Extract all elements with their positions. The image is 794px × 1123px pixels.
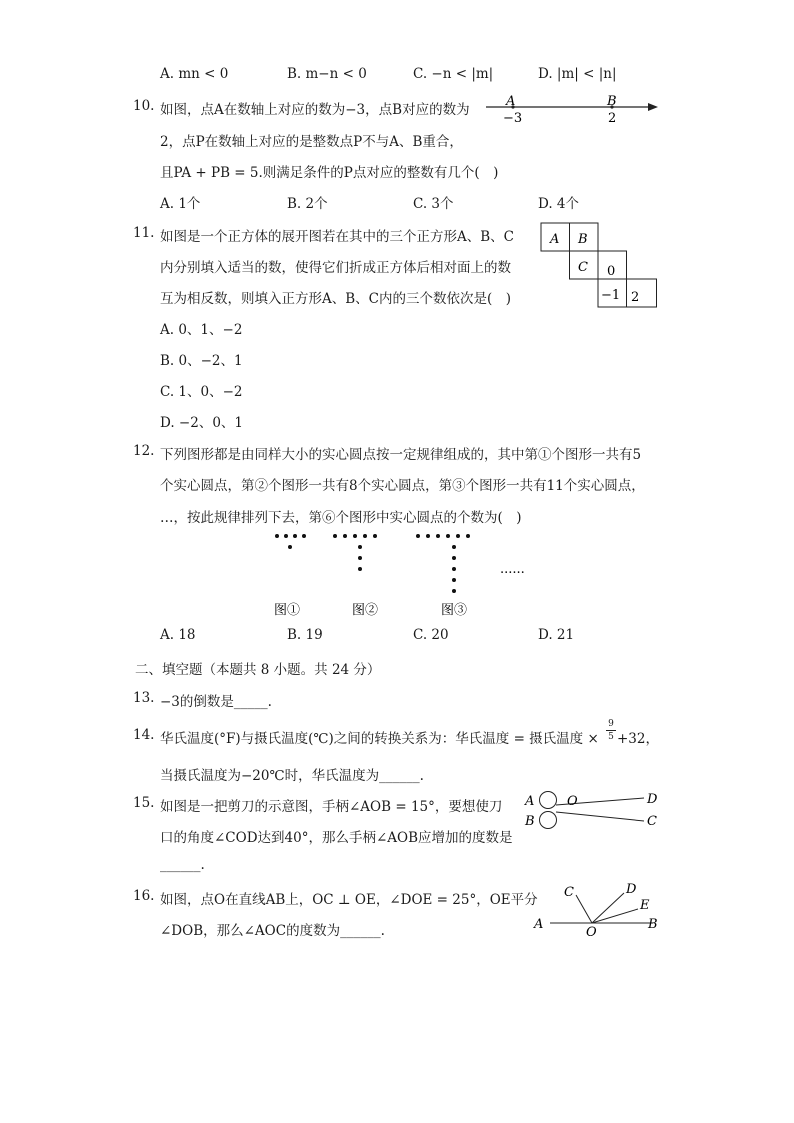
q16-label-o: O — [586, 925, 597, 940]
q16-angle-figure — [528, 878, 668, 940]
q9-option-a: A. mn < 0 — [160, 66, 229, 82]
q11-cell-2: 2 — [631, 290, 640, 305]
q16-line1: 如图，点O在直线AB上，OC ⊥ OE，∠DOE = 25°，OE平分 — [160, 892, 538, 908]
q12-caption-3: 图③ — [441, 603, 468, 618]
q10-value-a: −3 — [503, 111, 523, 124]
q16-label-d: D — [626, 882, 637, 897]
q15-label-a: A — [525, 794, 535, 809]
q10-label-a: A — [506, 94, 516, 109]
q16-label-b: B — [648, 917, 658, 932]
q14-fraction-denominator: 5 — [608, 732, 614, 742]
q16-label-a: A — [534, 917, 544, 932]
q15-label-c: C — [647, 814, 657, 829]
q11-line1: 如图是一个正方体的展开图若在其中的三个正方形A、B、C — [160, 229, 514, 245]
q11-option-c: C. 1、0、−2 — [160, 384, 243, 400]
q11-cell-a: A — [550, 232, 560, 247]
q10-line3: 且PA + PB = 5.则满足条件的P点对应的整数有几个( ) — [160, 165, 499, 181]
q11-option-a: A. 0、1、−2 — [160, 322, 243, 338]
q11-option-d: D. −2、0、1 — [160, 415, 244, 431]
q14-fraction — [606, 719, 616, 742]
q15-label-d: D — [647, 792, 658, 807]
q12-line2: 个实心圆点，第②个图形一共有8个实心圆点，第③个图形一共有11个实心圆点， — [160, 478, 645, 494]
q12-caption-1: 图① — [274, 603, 301, 618]
q9-option-d: D. |m| < |n| — [538, 66, 617, 82]
q11-cell-c: C — [578, 260, 588, 275]
q15-label-b: B — [525, 814, 535, 829]
q11-cell-neg1: −1 — [601, 288, 621, 303]
q14-line1a: 华氏温度(°F)与摄氏温度(℃)之间的转换关系为：华氏温度 = 摄氏温度 × — [160, 731, 599, 747]
q12-number: 12. — [133, 443, 155, 459]
q13-text: −3的倒数是_____. — [160, 694, 272, 710]
q15-line1: 如图是一把剪刀的示意图，手柄∠AOB = 15°，要想使刀 — [160, 799, 503, 815]
q9-option-b: B. m−n < 0 — [287, 66, 367, 82]
q11-line3: 互为相反数，则填入正方形A、B、C内的三个数依次是( ) — [160, 291, 512, 307]
q10-line1: 如图，点A在数轴上对应的数为−3，点B对应的数为 — [160, 102, 470, 118]
q14-number: 14. — [133, 727, 155, 743]
q15-number: 15. — [133, 795, 155, 811]
q14-line1b: +32， — [617, 731, 659, 747]
q12-option-d: D. 21 — [538, 627, 575, 643]
q14-fraction-numerator: 9 — [608, 719, 614, 729]
q12-ellipsis: ...... — [500, 562, 525, 577]
q11-cell-b: B — [578, 232, 588, 247]
q14-fraction-bar — [606, 730, 616, 731]
q15-line3: ______. — [160, 857, 205, 873]
q12-line3: …，按此规律排列下去，第⑥个图形中实心圆点的个数为( ) — [160, 510, 522, 526]
q12-option-a: A. 18 — [160, 627, 196, 643]
section-heading: 二、填空题（本题共 8 小题。共 24 分） — [135, 662, 381, 678]
q15-label-o: O — [567, 794, 578, 809]
q10-option-a: A. 1个 — [160, 196, 201, 212]
q12-line1: 下列图形都是由同样大小的实心圆点按一定规律组成的，其中第①个图形一共有5 — [160, 447, 642, 463]
q9-option-c: C. −n < |m| — [413, 66, 494, 82]
q10-label-b: B — [607, 94, 617, 109]
q13-number: 13. — [133, 690, 155, 706]
q11-cell-0: 0 — [607, 264, 616, 279]
q10-option-d: D. 4个 — [538, 196, 580, 212]
q10-value-b: 2 — [608, 111, 617, 124]
q10-number: 10. — [133, 98, 155, 114]
q12-option-b: B. 19 — [287, 627, 323, 643]
q14-line2: 当摄氏温度为−20℃时，华氏温度为______. — [160, 768, 424, 784]
q10-number-line-figure — [480, 92, 665, 124]
q16-label-c: C — [564, 885, 574, 900]
q10-option-b: B. 2个 — [287, 196, 328, 212]
q12-dot-pattern-figure — [260, 528, 530, 624]
q11-cube-net-figure — [538, 220, 662, 312]
q10-line2: 2，点P在数轴上对应的是整数点P不与A、B重合， — [160, 134, 463, 150]
q15-line2: 口的角度∠COD达到40°，那么手柄∠AOB应增加的度数是 — [160, 830, 513, 846]
q11-line2: 内分别填入适当的数，使得它们折成正方体后相对面上的数 — [160, 260, 511, 276]
q12-option-c: C. 20 — [413, 627, 449, 643]
q12-caption-2: 图② — [352, 603, 379, 618]
q11-number: 11. — [133, 225, 155, 241]
q16-number: 16. — [133, 888, 155, 904]
q11-option-b: B. 0、−2、1 — [160, 353, 243, 369]
q16-label-e: E — [640, 898, 650, 913]
q15-scissors-figure — [520, 786, 670, 832]
q10-option-c: C. 3个 — [413, 196, 454, 212]
q16-line2: ∠DOB，那么∠AOC的度数为______. — [160, 923, 385, 939]
